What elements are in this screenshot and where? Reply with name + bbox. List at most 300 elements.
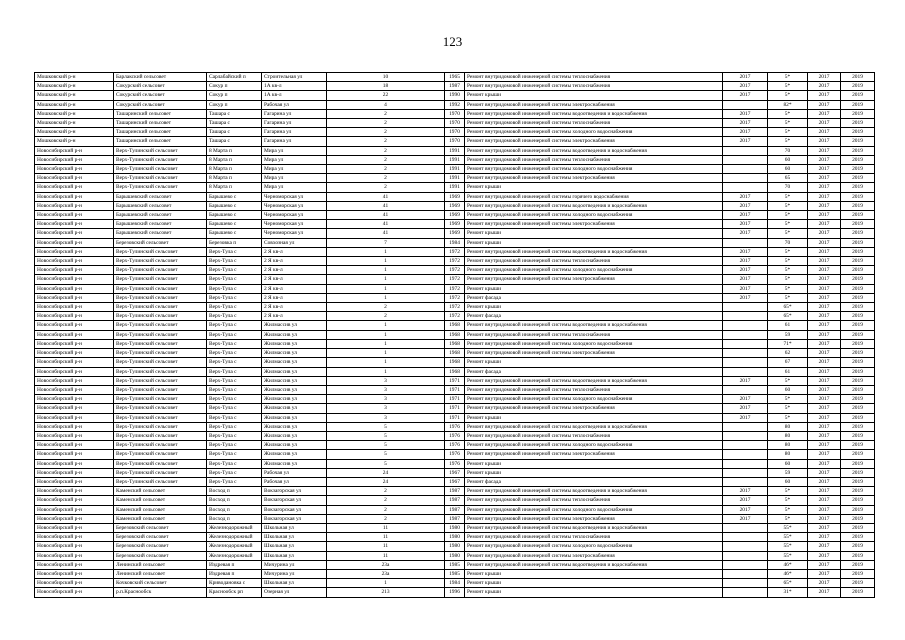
- start-year-cell: 2017: [808, 569, 841, 578]
- table-row: [35, 220, 875, 229]
- wear-percent-cell: 60: [768, 155, 808, 164]
- end-year-cell: 2019: [841, 192, 875, 201]
- plan-year-cell: [723, 321, 768, 330]
- street-cell: 2 Я кв-л: [262, 266, 327, 275]
- district-cell: Новосибирский р-н: [35, 450, 114, 459]
- work-type-cell: Ремонт внутридомовой инженерной системы электроснабжения: [465, 514, 723, 523]
- plan-year-cell: [723, 523, 768, 532]
- start-year-cell: 2017: [808, 459, 841, 468]
- build-year-cell: 1972: [445, 247, 465, 256]
- build-year-cell: 1976: [445, 450, 465, 459]
- build-year-cell: 1965: [445, 73, 465, 82]
- street-cell: Жилмассив ул: [262, 413, 327, 422]
- house-number-cell: 22: [327, 91, 445, 100]
- start-year-cell: 2017: [808, 155, 841, 164]
- wear-percent-cell: 5*: [768, 220, 808, 229]
- plan-year-cell: 2017: [723, 82, 768, 91]
- wear-percent-cell: 31*: [768, 588, 808, 597]
- start-year-cell: 2017: [808, 514, 841, 523]
- settlement-council-cell: Березовский сельсовет: [114, 238, 207, 247]
- wear-percent-cell: 80: [768, 450, 808, 459]
- table-row: [35, 321, 875, 330]
- end-year-cell: 2019: [841, 413, 875, 422]
- end-year-cell: 2019: [841, 155, 875, 164]
- work-type-cell: Ремонт внутридомовой инженерной системы холодного водоснабжения: [465, 542, 723, 551]
- settlement-council-cell: Верх-Тулинский сельсовет: [114, 367, 207, 376]
- build-year-cell: 1976: [445, 441, 465, 450]
- district-cell: Новосибирский р-н: [35, 229, 114, 238]
- wear-percent-cell: 5*: [768, 404, 808, 413]
- wear-percent-cell: 5*: [768, 293, 808, 302]
- table-row: [35, 496, 875, 505]
- locality-cell: Верх-Тула с: [207, 450, 262, 459]
- house-number-cell: 41: [327, 220, 445, 229]
- settlement-council-cell: Верх-Тулинский сельсовет: [114, 477, 207, 486]
- work-type-cell: Ремонт фасада: [465, 477, 723, 486]
- district-cell: Новосибирский р-н: [35, 266, 114, 275]
- settlement-council-cell: Каменский сельсовет: [114, 496, 207, 505]
- start-year-cell: 2017: [808, 312, 841, 321]
- work-type-cell: Ремонт крыши: [465, 183, 723, 192]
- district-cell: Новосибирский р-н: [35, 468, 114, 477]
- start-year-cell: 2017: [808, 588, 841, 597]
- locality-cell: Верх-Тула с: [207, 284, 262, 293]
- table-row: [35, 312, 875, 321]
- district-cell: Новосибирский р-н: [35, 404, 114, 413]
- wear-percent-cell: 5*: [768, 82, 808, 91]
- end-year-cell: 2019: [841, 441, 875, 450]
- locality-cell: Верх-Тула с: [207, 477, 262, 486]
- start-year-cell: 2017: [808, 220, 841, 229]
- locality-cell: Верх-Тула с: [207, 349, 262, 358]
- table-row: [35, 192, 875, 201]
- end-year-cell: 2019: [841, 551, 875, 560]
- table-row: [35, 146, 875, 155]
- street-cell: Черноморская ул: [262, 220, 327, 229]
- wear-percent-cell: 65*: [768, 579, 808, 588]
- house-number-cell: 1: [327, 339, 445, 348]
- street-cell: 2 Я кв-л: [262, 247, 327, 256]
- locality-cell: Барышево с: [207, 229, 262, 238]
- start-year-cell: 2017: [808, 266, 841, 275]
- plan-year-cell: 2017: [723, 201, 768, 210]
- table-row: [35, 450, 875, 459]
- build-year-cell: 1990: [445, 91, 465, 100]
- street-cell: Жилмассив ул: [262, 450, 327, 459]
- start-year-cell: 2017: [808, 349, 841, 358]
- table-row: [35, 201, 875, 210]
- end-year-cell: 2019: [841, 321, 875, 330]
- end-year-cell: 2019: [841, 579, 875, 588]
- table-row: [35, 459, 875, 468]
- plan-year-cell: 2017: [723, 275, 768, 284]
- settlement-council-cell: Барышевский сельсовет: [114, 201, 207, 210]
- house-number-cell: 2: [327, 312, 445, 321]
- start-year-cell: 2017: [808, 533, 841, 542]
- settlement-council-cell: Верх-Тулинский сельсовет: [114, 183, 207, 192]
- table-row: [35, 247, 875, 256]
- plan-year-cell: 2017: [723, 119, 768, 128]
- end-year-cell: 2019: [841, 533, 875, 542]
- plan-year-cell: [723, 542, 768, 551]
- end-year-cell: 2019: [841, 459, 875, 468]
- settlement-council-cell: Ленинский сельсовет: [114, 569, 207, 578]
- settlement-council-cell: Барышевский сельсовет: [114, 220, 207, 229]
- house-number-cell: 1: [327, 247, 445, 256]
- table-row: [35, 477, 875, 486]
- table-row: [35, 266, 875, 275]
- table-row: [35, 533, 875, 542]
- table-row: [35, 487, 875, 496]
- table-row: [35, 91, 875, 100]
- wear-percent-cell: 5*: [768, 109, 808, 118]
- settlement-council-cell: Каменский сельсовет: [114, 487, 207, 496]
- build-year-cell: 1971: [445, 404, 465, 413]
- table-row: [35, 349, 875, 358]
- district-cell: Новосибирский р-н: [35, 155, 114, 164]
- end-year-cell: 2019: [841, 477, 875, 486]
- locality-cell: Сокур п: [207, 82, 262, 91]
- start-year-cell: 2017: [808, 128, 841, 137]
- house-number-cell: 1: [327, 358, 445, 367]
- start-year-cell: 2017: [808, 395, 841, 404]
- locality-cell: Барышево с: [207, 211, 262, 220]
- end-year-cell: 2019: [841, 220, 875, 229]
- settlement-council-cell: Ташаринский сельсовет: [114, 137, 207, 146]
- end-year-cell: 2019: [841, 303, 875, 312]
- end-year-cell: 2019: [841, 422, 875, 431]
- build-year-cell: 1987: [445, 496, 465, 505]
- settlement-council-cell: Верх-Тулинский сельсовет: [114, 395, 207, 404]
- table-row: [35, 588, 875, 597]
- wear-percent-cell: 67: [768, 358, 808, 367]
- build-year-cell: 1968: [445, 330, 465, 339]
- start-year-cell: 2017: [808, 174, 841, 183]
- locality-cell: 8 Марта п: [207, 155, 262, 164]
- wear-percent-cell: 5*: [768, 211, 808, 220]
- wear-percent-cell: 80: [768, 431, 808, 440]
- work-type-cell: Ремонт внутридомовой инженерной системы электроснабжения: [465, 174, 723, 183]
- build-year-cell: 1980: [445, 523, 465, 532]
- end-year-cell: 2019: [841, 211, 875, 220]
- street-cell: Рабочая ул: [262, 468, 327, 477]
- plan-year-cell: 2017: [723, 413, 768, 422]
- build-year-cell: 1976: [445, 422, 465, 431]
- street-cell: Гагарина ул: [262, 119, 327, 128]
- build-year-cell: 1972: [445, 303, 465, 312]
- end-year-cell: 2019: [841, 496, 875, 505]
- plan-year-cell: 2017: [723, 514, 768, 523]
- settlement-council-cell: Ташаринский сельсовет: [114, 119, 207, 128]
- street-cell: Жилмассив ул: [262, 349, 327, 358]
- locality-cell: 8 Марта п: [207, 174, 262, 183]
- wear-percent-cell: 59: [768, 468, 808, 477]
- wear-percent-cell: 5*: [768, 275, 808, 284]
- work-type-cell: Ремонт крыши: [465, 229, 723, 238]
- district-cell: Новосибирский р-н: [35, 514, 114, 523]
- end-year-cell: 2019: [841, 330, 875, 339]
- table-row: [35, 119, 875, 128]
- house-number-cell: 1: [327, 275, 445, 284]
- settlement-council-cell: Верх-Тулинский сельсовет: [114, 174, 207, 183]
- plan-year-cell: 2017: [723, 211, 768, 220]
- wear-percent-cell: 60: [768, 477, 808, 486]
- wear-percent-cell: 5*: [768, 395, 808, 404]
- start-year-cell: 2017: [808, 275, 841, 284]
- table-row: [35, 542, 875, 551]
- start-year-cell: 2017: [808, 293, 841, 302]
- district-cell: Новосибирский р-н: [35, 560, 114, 569]
- house-number-cell: 5: [327, 422, 445, 431]
- plan-year-cell: [723, 238, 768, 247]
- street-cell: Жилмассив ул: [262, 330, 327, 339]
- street-cell: Школьная ул: [262, 579, 327, 588]
- wear-percent-cell: 80: [768, 422, 808, 431]
- wear-percent-cell: 61: [768, 321, 808, 330]
- district-cell: Новосибирский р-н: [35, 312, 114, 321]
- house-number-cell: 1: [327, 257, 445, 266]
- street-cell: Вокзагорская ул: [262, 505, 327, 514]
- district-cell: Мошковский р-н: [35, 119, 114, 128]
- table-row: [35, 257, 875, 266]
- plan-year-cell: 2017: [723, 487, 768, 496]
- street-cell: 2 Я кв-л: [262, 284, 327, 293]
- locality-cell: Барышево с: [207, 220, 262, 229]
- plan-year-cell: 2017: [723, 266, 768, 275]
- street-cell: Черноморская ул: [262, 211, 327, 220]
- plan-year-cell: 2017: [723, 395, 768, 404]
- work-type-cell: Ремонт крыши: [465, 579, 723, 588]
- end-year-cell: 2019: [841, 284, 875, 293]
- plan-year-cell: [723, 459, 768, 468]
- end-year-cell: 2019: [841, 275, 875, 284]
- locality-cell: Ташара с: [207, 109, 262, 118]
- table-row: [35, 514, 875, 523]
- plan-year-cell: 2017: [723, 137, 768, 146]
- street-cell: Жилмассив ул: [262, 385, 327, 394]
- work-type-cell: Ремонт внутридомовой инженерной системы электроснабжения: [465, 100, 723, 109]
- table-row: [35, 441, 875, 450]
- build-year-cell: 1987: [445, 487, 465, 496]
- table-row: [35, 229, 875, 238]
- wear-percent-cell: 55*: [768, 542, 808, 551]
- end-year-cell: 2019: [841, 109, 875, 118]
- build-year-cell: 1991: [445, 174, 465, 183]
- locality-cell: Верх-Тула с: [207, 367, 262, 376]
- district-cell: Новосибирский р-н: [35, 487, 114, 496]
- start-year-cell: 2017: [808, 542, 841, 551]
- wear-percent-cell: 5*: [768, 266, 808, 275]
- plan-year-cell: [723, 155, 768, 164]
- work-type-cell: Ремонт внутридомовой инженерной системы электроснабжения: [465, 275, 723, 284]
- house-number-cell: 23а: [327, 569, 445, 578]
- district-cell: Новосибирский р-н: [35, 330, 114, 339]
- build-year-cell: 1991: [445, 155, 465, 164]
- work-type-cell: Ремонт внутридомовой инженерной системы теплоснабжения: [465, 330, 723, 339]
- house-number-cell: 11: [327, 542, 445, 551]
- house-number-cell: 3: [327, 385, 445, 394]
- work-type-cell: Ремонт внутридомовой инженерной системы теплоснабжения: [465, 119, 723, 128]
- district-cell: Мошковский р-н: [35, 100, 114, 109]
- district-cell: Мошковский р-н: [35, 137, 114, 146]
- street-cell: Жилмассив ул: [262, 395, 327, 404]
- house-number-cell: 1: [327, 330, 445, 339]
- plan-year-cell: 2017: [723, 220, 768, 229]
- table-row: [35, 211, 875, 220]
- table-row: [35, 128, 875, 137]
- build-year-cell: 1991: [445, 146, 465, 155]
- locality-cell: Верх-Тула с: [207, 339, 262, 348]
- end-year-cell: 2019: [841, 238, 875, 247]
- work-type-cell: Ремонт внутридомовой инженерной системы теплоснабжения: [465, 82, 723, 91]
- wear-percent-cell: 70: [768, 183, 808, 192]
- build-year-cell: 1991: [445, 165, 465, 174]
- district-cell: Новосибирский р-н: [35, 459, 114, 468]
- house-number-cell: 3: [327, 376, 445, 385]
- plan-year-cell: [723, 330, 768, 339]
- plan-year-cell: [723, 385, 768, 394]
- settlement-council-cell: Березовский сельсовет: [114, 523, 207, 532]
- build-year-cell: 1996: [445, 588, 465, 597]
- locality-cell: Ташара с: [207, 128, 262, 137]
- start-year-cell: 2017: [808, 330, 841, 339]
- district-cell: Новосибирский р-н: [35, 376, 114, 385]
- table-row: [35, 422, 875, 431]
- settlement-council-cell: Верх-Тулинский сельсовет: [114, 312, 207, 321]
- table-row: [35, 367, 875, 376]
- wear-percent-cell: 55*: [768, 533, 808, 542]
- work-type-cell: Ремонт внутридомовой инженерной системы электроснабжения: [465, 349, 723, 358]
- build-year-cell: 1968: [445, 358, 465, 367]
- end-year-cell: 2019: [841, 349, 875, 358]
- settlement-council-cell: Верх-Тулинский сельсовет: [114, 413, 207, 422]
- district-cell: Новосибирский р-н: [35, 293, 114, 302]
- start-year-cell: 2017: [808, 321, 841, 330]
- start-year-cell: 2017: [808, 284, 841, 293]
- plan-year-cell: [723, 165, 768, 174]
- locality-cell: Ташара с: [207, 137, 262, 146]
- work-type-cell: Ремонт внутридомовой инженерной системы водоотведения и водоснабжения: [465, 321, 723, 330]
- district-cell: Новосибирский р-н: [35, 284, 114, 293]
- plan-year-cell: [723, 349, 768, 358]
- build-year-cell: 1972: [445, 275, 465, 284]
- locality-cell: Криводановка с: [207, 579, 262, 588]
- district-cell: Новосибирский р-н: [35, 247, 114, 256]
- locality-cell: Сокур п: [207, 100, 262, 109]
- plan-year-cell: 2017: [723, 284, 768, 293]
- street-cell: Жилмассив ул: [262, 459, 327, 468]
- settlement-council-cell: Верх-Тулинский сельсовет: [114, 303, 207, 312]
- plan-year-cell: [723, 551, 768, 560]
- settlement-council-cell: Верх-Тулинский сельсовет: [114, 275, 207, 284]
- build-year-cell: 1980: [445, 533, 465, 542]
- house-number-cell: 18: [327, 82, 445, 91]
- plan-year-cell: 2017: [723, 128, 768, 137]
- locality-cell: Верх-Тула с: [207, 247, 262, 256]
- locality-cell: Сокур п: [207, 91, 262, 100]
- street-cell: Школьная ул: [262, 523, 327, 532]
- wear-percent-cell: 5*: [768, 257, 808, 266]
- wear-percent-cell: 61: [768, 367, 808, 376]
- start-year-cell: 2017: [808, 82, 841, 91]
- settlement-council-cell: Верх-Тулинский сельсовет: [114, 339, 207, 348]
- build-year-cell: 1987: [445, 505, 465, 514]
- work-type-cell: Ремонт внутридомовой инженерной системы водоотведения и водоснабжения: [465, 247, 723, 256]
- work-type-cell: Ремонт крыши: [465, 468, 723, 477]
- start-year-cell: 2017: [808, 358, 841, 367]
- settlement-council-cell: Верх-Тулинский сельсовет: [114, 321, 207, 330]
- settlement-council-cell: Верх-Тулинский сельсовет: [114, 146, 207, 155]
- table-row: [35, 73, 875, 82]
- start-year-cell: 2017: [808, 119, 841, 128]
- house-number-cell: 2: [327, 119, 445, 128]
- locality-cell: Железнодорожный: [207, 523, 262, 532]
- start-year-cell: 2017: [808, 211, 841, 220]
- work-type-cell: Ремонт внутридомовой инженерной системы электроснабжения: [465, 137, 723, 146]
- start-year-cell: 2017: [808, 551, 841, 560]
- build-year-cell: 1972: [445, 284, 465, 293]
- repair-program-table: [34, 72, 875, 598]
- wear-percent-cell: 5*: [768, 137, 808, 146]
- settlement-council-cell: Верх-Тулинский сельсовет: [114, 358, 207, 367]
- locality-cell: Верх-Тула с: [207, 266, 262, 275]
- district-cell: Новосибирский р-н: [35, 441, 114, 450]
- plan-year-cell: 2017: [723, 192, 768, 201]
- settlement-council-cell: Сокурский сельсовет: [114, 91, 207, 100]
- street-cell: Черноморская ул: [262, 201, 327, 210]
- plan-year-cell: 2017: [723, 505, 768, 514]
- locality-cell: Верх-Тула с: [207, 459, 262, 468]
- district-cell: Новосибирский р-н: [35, 220, 114, 229]
- plan-year-cell: [723, 569, 768, 578]
- locality-cell: Сарлабайский п: [207, 73, 262, 82]
- house-number-cell: 1: [327, 367, 445, 376]
- table-row: [35, 395, 875, 404]
- table-row: [35, 551, 875, 560]
- house-number-cell: 2: [327, 128, 445, 137]
- start-year-cell: 2017: [808, 201, 841, 210]
- end-year-cell: 2019: [841, 119, 875, 128]
- district-cell: Новосибирский р-н: [35, 367, 114, 376]
- work-type-cell: Ремонт внутридомовой инженерной системы холодного водоснабжения: [465, 395, 723, 404]
- end-year-cell: 2019: [841, 523, 875, 532]
- end-year-cell: 2019: [841, 82, 875, 91]
- district-cell: Новосибирский р-н: [35, 505, 114, 514]
- street-cell: Совхозная ул: [262, 238, 327, 247]
- house-number-cell: 1: [327, 293, 445, 302]
- work-type-cell: Ремонт внутридомовой инженерной системы теплоснабжения: [465, 496, 723, 505]
- wear-percent-cell: 5*: [768, 73, 808, 82]
- locality-cell: Восход п: [207, 496, 262, 505]
- district-cell: Новосибирский р-н: [35, 275, 114, 284]
- end-year-cell: 2019: [841, 165, 875, 174]
- settlement-council-cell: Верх-Тулинский сельсовет: [114, 459, 207, 468]
- build-year-cell: 1971: [445, 413, 465, 422]
- build-year-cell: 1969: [445, 201, 465, 210]
- settlement-council-cell: Ленинский сельсовет: [114, 560, 207, 569]
- locality-cell: Краснообск рп: [207, 588, 262, 597]
- house-number-cell: 11: [327, 551, 445, 560]
- wear-percent-cell: 5*: [768, 229, 808, 238]
- build-year-cell: 1980: [445, 542, 465, 551]
- house-number-cell: 1: [327, 321, 445, 330]
- start-year-cell: 2017: [808, 385, 841, 394]
- work-type-cell: Ремонт внутридомовой инженерной системы холодного водоснабжения: [465, 339, 723, 348]
- settlement-council-cell: Верх-Тулинский сельсовет: [114, 165, 207, 174]
- locality-cell: Верх-Тула с: [207, 257, 262, 266]
- district-cell: Новосибирский р-н: [35, 542, 114, 551]
- settlement-council-cell: Барышевский сельсовет: [114, 211, 207, 220]
